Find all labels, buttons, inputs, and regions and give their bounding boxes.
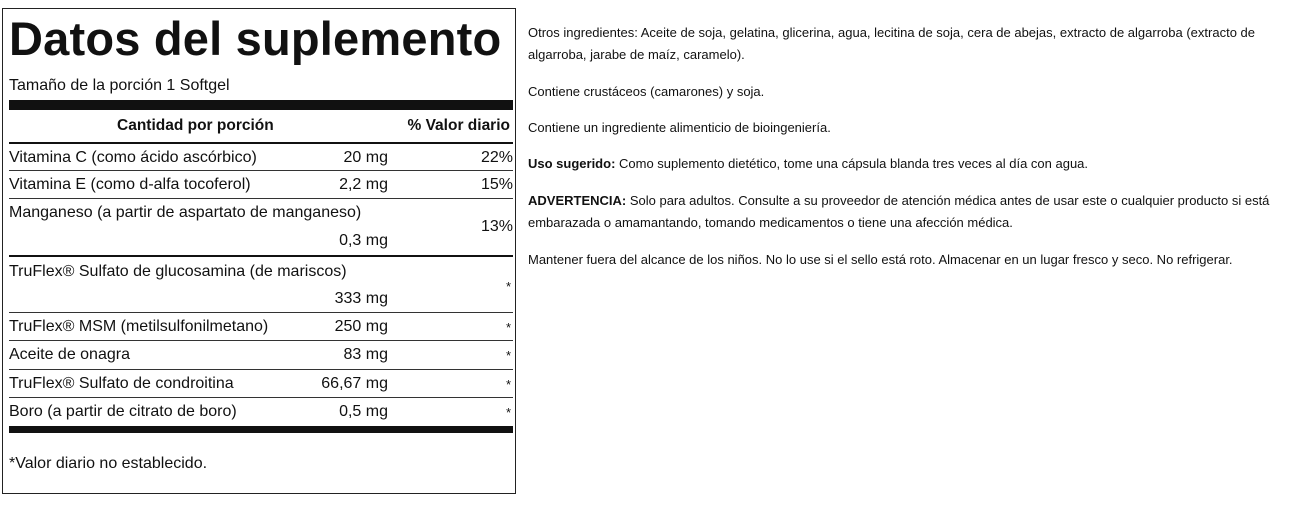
nutrient-daily-value: * (505, 320, 511, 335)
other-ingredients: Otros ingredientes: Aceite de soja, gelatina, glicerina, agua, lecitina de soja, cera de abejas, extracto de algarroba (extracto de algarroba, jarabe de maíz, caramelo). (528, 25, 1255, 62)
storage-statement: Mantener fuera del alcance de los niños. No lo use si el sello está roto. Almacenar en un lugar fresco y seco. No refrigerar. (528, 252, 1233, 267)
nutrient-name: Vitamina C (como ácido ascórbico) (9, 149, 257, 166)
nutrient-name: TruFlex® Sulfato de glucosamina (de mariscos) (9, 263, 347, 280)
nutrient-row (9, 255, 513, 312)
nutrient-name: Boro (a partir de citrato de boro) (9, 403, 237, 420)
nutrient-daily-value: * (505, 405, 511, 420)
allergen-statement: Contiene crustáceos (camarones) y soja. (528, 84, 765, 99)
nutrient-name: Aceite de onagra (9, 346, 130, 363)
divider-bar (9, 100, 513, 110)
nutrient-name: TruFlex® Sulfato de condroitina (9, 375, 234, 392)
nutrient-amount: 0,3 mg (339, 232, 388, 249)
nutrient-daily-value: 22% (480, 149, 513, 166)
nutrient-amount: 66,67 mg (321, 375, 388, 392)
nutrient-daily-value: * (505, 377, 511, 392)
nutrient-amount: 20 mg (343, 149, 388, 166)
nutrient-row (9, 397, 513, 426)
daily-value-column-header: % Valor diario (407, 117, 510, 134)
nutrient-daily-value: * (505, 348, 511, 363)
bioengineered-statement: Contiene un ingrediente alimenticio de bioingeniería. (528, 120, 831, 135)
nutrient-row (9, 312, 513, 340)
suggested-use-text: Como suplemento dietético, tome una cápsula blanda tres veces al día con agua. (615, 156, 1089, 171)
panel-title: Datos del suplemento (9, 12, 502, 65)
nutrient-row (9, 170, 513, 198)
nutrient-daily-value: 15% (480, 176, 513, 193)
warning (528, 190, 1283, 234)
nutrient-amount: 2,2 mg (339, 176, 388, 193)
divider-bar (9, 426, 513, 433)
nutrient-amount: 0,5 mg (339, 403, 388, 420)
nutrient-row (9, 369, 513, 397)
nutrient-row (9, 198, 513, 255)
suggested-use (528, 153, 1283, 175)
nutrient-row (9, 142, 513, 170)
nutrient-row (9, 340, 513, 369)
footnote: *Valor diario no establecido. (9, 455, 208, 472)
serving-size: Tamaño de la porción 1 Softgel (9, 77, 230, 94)
nutrient-daily-value: 13% (480, 218, 513, 235)
nutrient-amount: 333 mg (334, 290, 388, 307)
nutrient-daily-value: * (505, 279, 511, 294)
nutrient-name: Vitamina E (como d-alfa tocoferol) (9, 176, 251, 193)
nutrient-name: Manganeso (a partir de aspartato de manganeso) (9, 204, 362, 221)
warning-label: ADVERTENCIA: (528, 193, 627, 208)
nutrient-name: TruFlex® MSM (metilsulfonilmetano) (9, 318, 269, 335)
nutrient-amount: 83 mg (343, 346, 388, 363)
supplement-facts-panel (2, 8, 516, 494)
warning-text: Solo para adultos. Consulte a su proveedor de atención médica antes de usar este o cualquier producto si está embarazada o amamantando, tomando medicamentos o tiene una afección médica. (528, 193, 1270, 230)
nutrient-amount: 250 mg (334, 318, 388, 335)
amount-column-header: Cantidad por porción (117, 117, 274, 134)
suggested-use-label: Uso sugerido: (528, 156, 616, 171)
